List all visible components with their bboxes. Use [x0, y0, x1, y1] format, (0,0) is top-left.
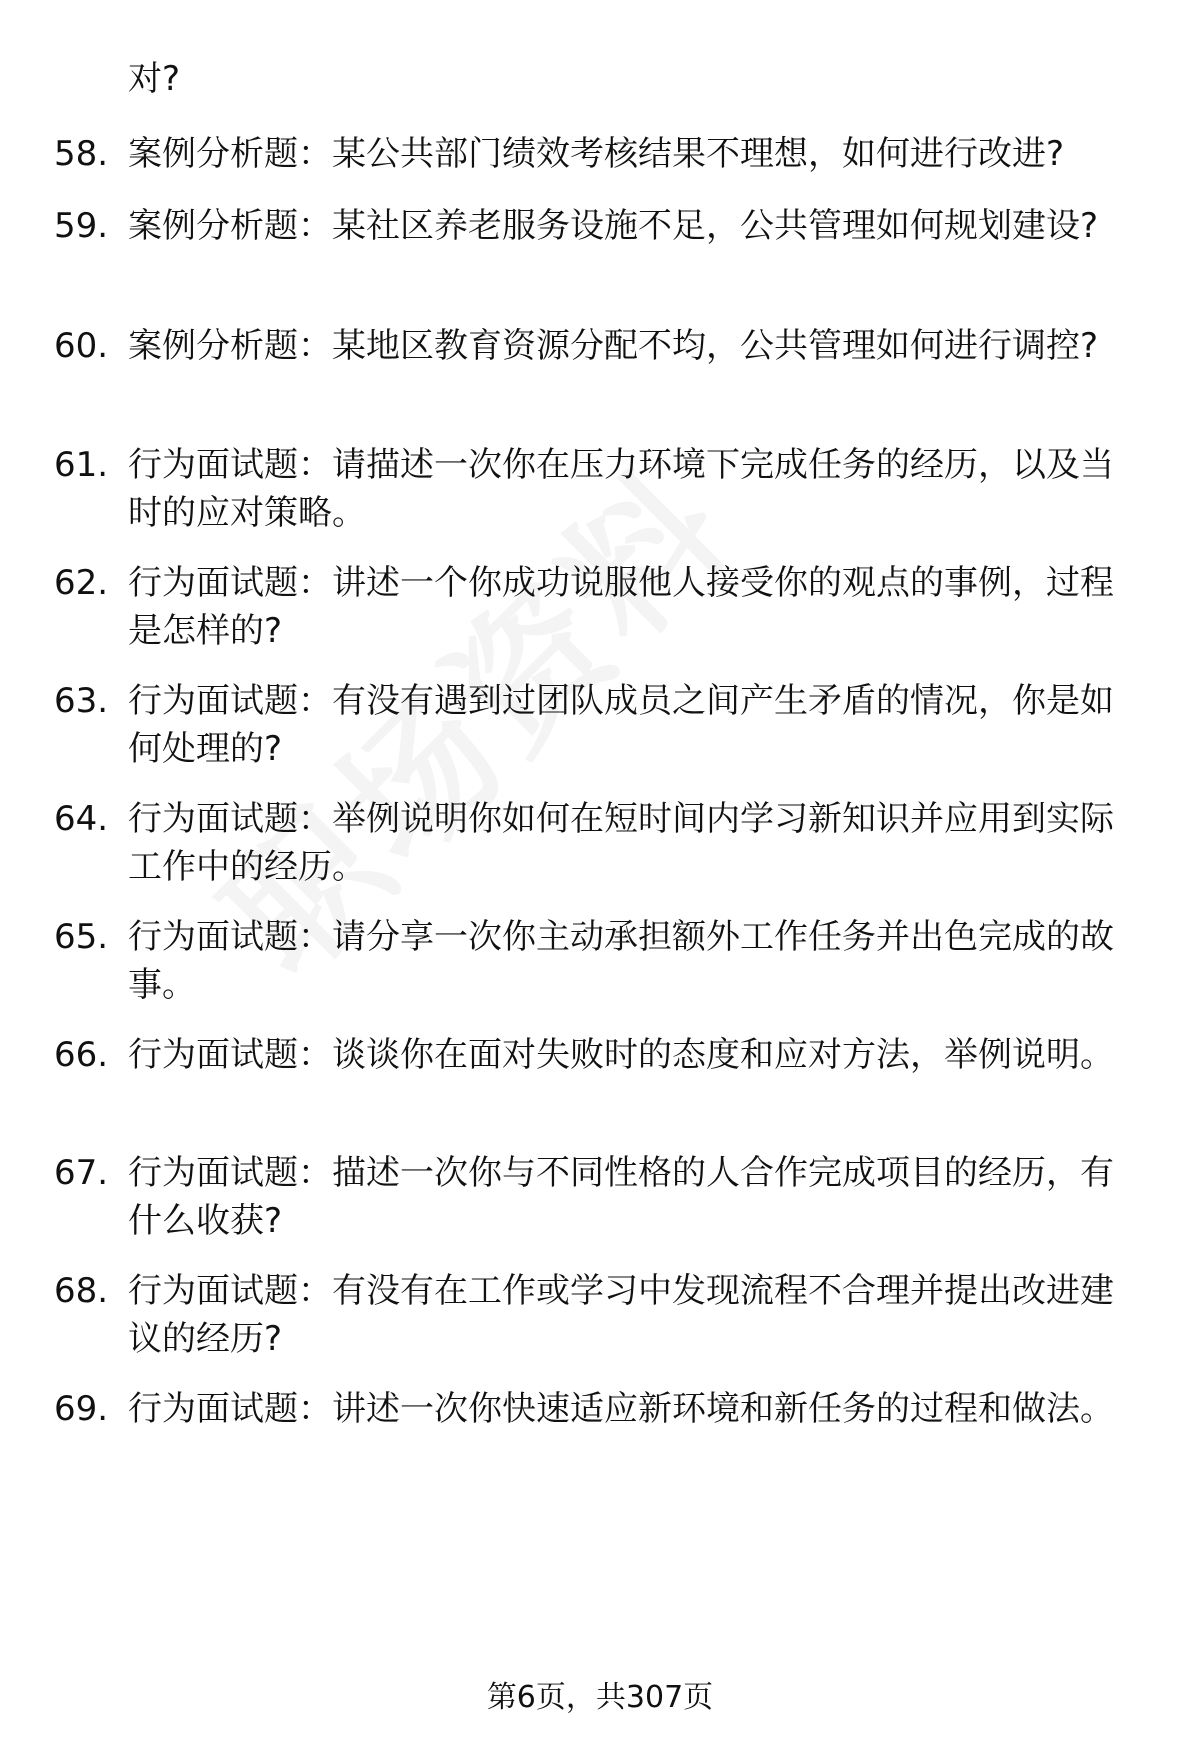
question-text: 案例分析题：某社区养老服务设施不足，公共管理如何规划建设? [128, 206, 1099, 246]
question-text: 案例分析题：某公共部门绩效考核结果不理想，如何进行改进? [128, 134, 1065, 174]
question-text: 行为面试题：有没有遇到过团队成员之间产生矛盾的情况，你是如何处理的? [128, 681, 1114, 769]
question-number: 67. [54, 1153, 109, 1193]
question-text: 行为面试题：举例说明你如何在短时间内学习新知识并应用到实际工作中的经历。 [128, 799, 1114, 887]
question-number: 60. [54, 326, 109, 366]
question-text: 行为面试题：谈谈你在面对失败时的态度和应对方法，举例说明。 [128, 1035, 1114, 1075]
question-text: 行为面试题：讲述一次你快速适应新环境和新任务的过程和做法。 [128, 1389, 1114, 1429]
question-number: 64. [54, 799, 109, 839]
question-number: 69. [54, 1389, 109, 1429]
question-number: 59. [54, 206, 109, 246]
question-number: 61. [54, 445, 109, 485]
question-number: 62. [54, 563, 109, 603]
question-number: 68. [54, 1271, 109, 1311]
question-number: 65. [54, 917, 109, 957]
question-text: 行为面试题：有没有在工作或学习中发现流程不合理并提出改进建议的经历? [128, 1271, 1114, 1359]
question-text: 行为面试题：请描述一次你在压力环境下完成任务的经历，以及当时的应对策略。 [128, 445, 1114, 533]
question-number: 63. [54, 681, 109, 721]
continuation-text: 对? [128, 59, 181, 99]
question-text: 行为面试题：描述一次你与不同性格的人合作完成项目的经历，有什么收获? [128, 1153, 1114, 1241]
question-number: 66. [54, 1035, 109, 1075]
question-text: 行为面试题：讲述一个你成功说服他人接受你的观点的事例，过程是怎样的? [128, 563, 1114, 651]
question-text: 行为面试题：请分享一次你主动承担额外工作任务并出色完成的故事。 [128, 917, 1114, 1005]
page-number-footer: 第6页，共307页 [486, 1680, 714, 1715]
question-text: 案例分析题：某地区教育资源分配不均，公共管理如何进行调控? [128, 326, 1099, 366]
question-number: 58. [54, 134, 109, 174]
